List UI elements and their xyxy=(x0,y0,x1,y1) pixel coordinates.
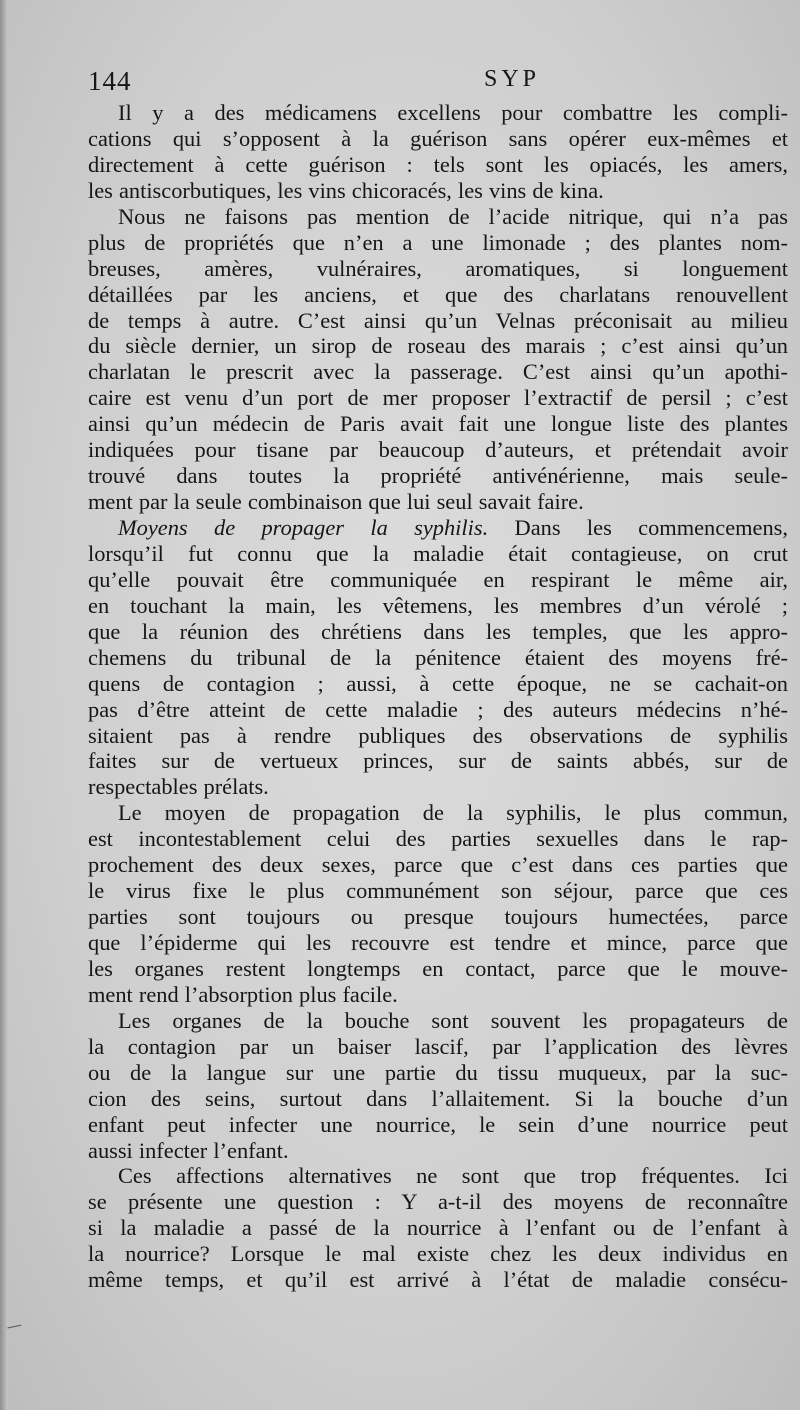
page-gutter-edge xyxy=(0,0,8,1410)
text-line: quens de contagion ; aussi, à cette époque, ne se cachait-on xyxy=(88,670,788,696)
text-line: ou de la langue sur une partie du tissu muqueux, par la suc- xyxy=(88,1059,788,1085)
text-line: chemens du tribunal de la pénitence étaient des moyens fré- xyxy=(88,644,788,670)
text-line: même temps, et qu’il est arrivé à l’état de maladie consécu- xyxy=(88,1267,788,1293)
text-line: en touchant la main, les vêtemens, les membres d’un vérolé ; xyxy=(88,592,788,618)
paragraph-2 xyxy=(88,204,788,515)
text-line: détaillées par les anciens, et que des charlatans renouvellent xyxy=(88,281,788,307)
text-line: Il y a des médicamens excellens pour combattre les compli- xyxy=(118,100,788,125)
text-line: pas d’être atteint de cette maladie ; des auteurs médecins n’hé- xyxy=(88,696,788,722)
text-line: respectables prélats. xyxy=(88,774,269,800)
text-line: cations qui s’opposent à la guérison sans opérer eux-mêmes et xyxy=(88,125,788,151)
text-line: aussi infecter l’enfant. xyxy=(88,1137,289,1163)
page-header xyxy=(88,66,788,100)
section-heading-italic: Moyens de propager la syphilis. xyxy=(118,515,489,540)
text-line: caire est venu d’un port de mer proposer l’extractif de persil ; c’est xyxy=(88,385,788,411)
text-line: directement à cette guérison : tels sont les opiacés, les amers, xyxy=(88,151,788,177)
text-line: Le moyen de propagation de la syphilis, le plus commun, xyxy=(118,800,788,826)
text-line: plus de propriétés que n’en a une limonade ; des plantes nom- xyxy=(88,229,788,255)
text-line: sitaient pas à rendre publiques des observations de syphilis xyxy=(88,722,788,748)
text-line: Les organes de la bouche sont souvent les propagateurs de xyxy=(118,1007,788,1033)
text-line: que la réunion des chrétiens dans les temples, que les appro- xyxy=(88,618,788,644)
text-line: est incontestablement celui des parties sexuelles dans le rap- xyxy=(88,826,788,852)
text-line: ment rend l’absorption plus facile. xyxy=(88,981,398,1007)
text-line: se présente une question : Y a-t-il des moyens de reconnaître xyxy=(88,1189,788,1215)
text-line: ainsi qu’un médecin de Paris avait fait une longue liste des plantes xyxy=(88,411,788,437)
text-line: charlatan le prescrit avec la passerage. C’est ainsi qu’un apothi- xyxy=(88,359,788,385)
text-line: le virus fixe le plus communément son séjour, parce que ces xyxy=(88,878,788,904)
text-line-continuation: Dans les commencemens, xyxy=(488,515,788,540)
text-line: faites sur de vertueux princes, sur de saints abbés, sur de xyxy=(88,748,788,774)
text-line: Ces affections alternatives ne sont que trop fréquentes. Ici xyxy=(118,1163,788,1189)
text-line: la contagion par un baiser lascif, par l’application des lèvres xyxy=(88,1033,788,1059)
paragraph-1 xyxy=(88,100,788,204)
text-line: du siècle dernier, un sirop de roseau des marais ; c’est ainsi qu’un xyxy=(88,333,788,359)
text-line xyxy=(88,515,788,541)
body-text xyxy=(88,100,788,1293)
text-line: qu’elle pouvait être communiquée en respirant le même air, xyxy=(88,566,788,592)
margin-mark xyxy=(7,1325,22,1335)
text-line: les organes restent longtemps en contact, parce que le mouve- xyxy=(88,955,788,981)
text-line: de temps à autre. C’est ainsi qu’un Velnas préconisait au milieu xyxy=(88,307,788,333)
text-line: prochement des deux sexes, parce que c’est dans ces parties que xyxy=(88,852,788,878)
text-line: lorsqu’il fut connu que la maladie était contagieuse, on crut xyxy=(88,540,788,566)
text-line: indiquées pour tisane par beaucoup d’auteurs, et prétendait avoir xyxy=(88,437,788,463)
text-line: si la maladie a passé de la nourrice à l’enfant ou de l’enfant à xyxy=(88,1215,788,1241)
text-line: trouvé dans toutes la propriété antivénérienne, mais seule- xyxy=(88,463,788,489)
paragraph-6 xyxy=(88,1163,788,1293)
running-head: SYP xyxy=(484,66,541,92)
paragraph-4 xyxy=(88,800,788,1008)
text-line: breuses, amères, vulnéraires, aromatiques, si longuement xyxy=(88,255,788,281)
text-line: cion des seins, surtout dans l’allaitement. Si la bouche d’un xyxy=(88,1085,788,1111)
text-line: que l’épiderme qui les recouvre est tendre et mince, parce que xyxy=(88,930,788,955)
paragraph-5 xyxy=(88,1008,788,1164)
page-number: 144 xyxy=(88,66,132,96)
text-line: enfant peut infecter une nourrice, le sein d’une nourrice peut xyxy=(88,1111,788,1137)
text-line: la nourrice? Lorsque le mal existe chez les deux individus en xyxy=(88,1241,788,1267)
text-line: parties sont toujours ou presque toujours humectées, parce xyxy=(88,904,788,930)
text-line: ment par la seule combinaison que lui seul savait faire. xyxy=(88,489,584,515)
text-line: Nous ne faisons pas mention de l’acide nitrique, qui n’a pas xyxy=(118,203,788,229)
paragraph-3 xyxy=(88,515,788,800)
text-line: les antiscorbutiques, les vins chicoracés, les vins de kina. xyxy=(88,177,604,203)
